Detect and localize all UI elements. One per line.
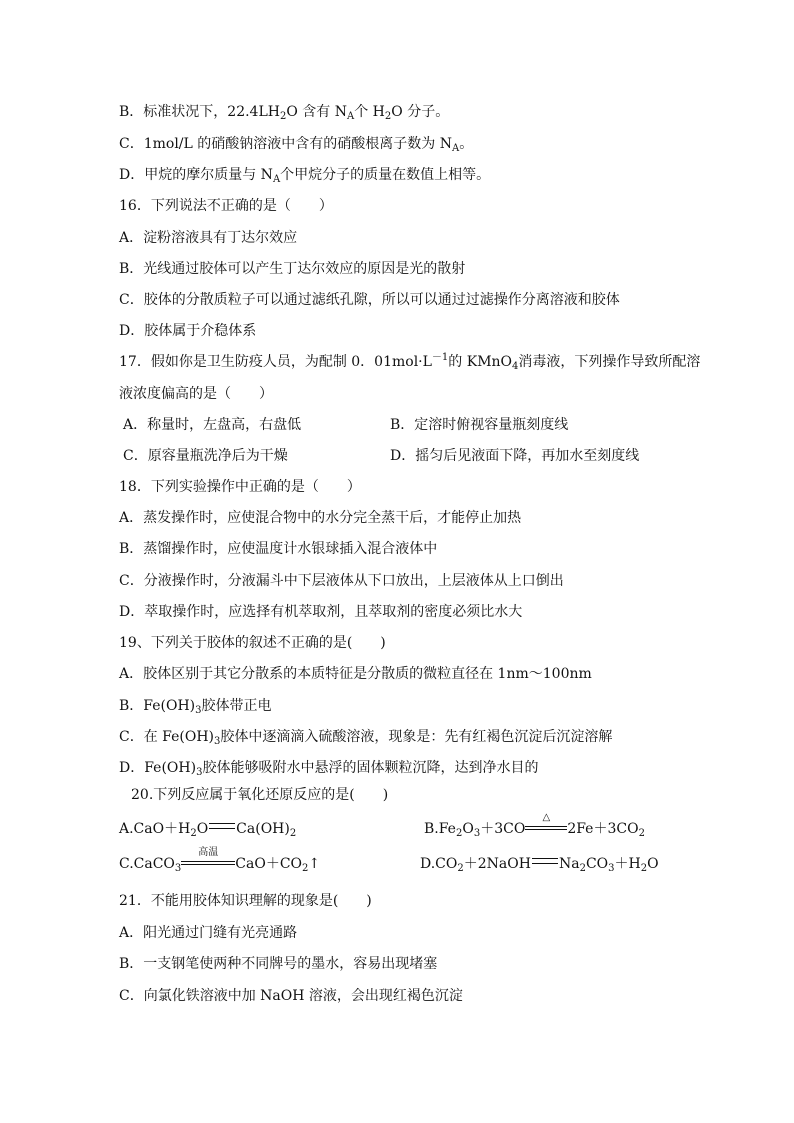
reaction-arrow-high-temp: 高温 bbox=[181, 856, 235, 870]
q18-option-c: C．分液操作时，分液漏斗中下层液体从下口放出，上层液体从上口倒出 bbox=[119, 573, 564, 589]
q16-option-a: A．淀粉溶液具有丁达尔效应 bbox=[119, 230, 298, 246]
equals-sign-icon bbox=[532, 858, 558, 864]
q16-option-b: B．光线通过胶体可以产生丁达尔效应的原因是光的散射 bbox=[119, 261, 466, 277]
q19-stem: 19、下列关于胶体的叙述不正确的是( ) bbox=[119, 635, 386, 651]
gas-up-arrow-icon: ↑ bbox=[308, 856, 321, 872]
equals-sign-icon bbox=[209, 823, 235, 829]
q17-option-a: A．称量时，左盘高，右盘低 bbox=[123, 417, 302, 433]
q21-option-b: B．一支钢笔使两种不同牌号的墨水，容易出现堵塞 bbox=[119, 956, 438, 972]
q15-option-d: D．甲烷的摩尔质量与 $N_A$个甲烷分子的质量在数值上相等。 bbox=[119, 167, 491, 185]
q18-option-d: D．萃取操作时，应选择有机萃取剂，且萃取剂的密度必须比水大 bbox=[119, 604, 523, 620]
q19-option-a: A．胶体区别于其它分散系的本质特征是分散质的微粒直径在 1nm～100nm bbox=[119, 666, 592, 682]
q19-option-c: C．在 $Fe(OH)_3$胶体中逐滴滴入硫酸溶液，现象是：先有红褐色沉淀后沉淀溶解 bbox=[119, 729, 613, 747]
q17-option-d: D．摇匀后见液面下降，再加水至刻度线 bbox=[390, 448, 640, 464]
q19-option-b: B．$Fe(OH)_3$胶体带正电 bbox=[119, 698, 272, 716]
q20-stem: 20.下列反应属于氧化还原反应的是( ) bbox=[131, 787, 389, 803]
q17-option-b: B．定溶时俯视容量瓶刻度线 bbox=[390, 417, 569, 433]
q16-option-d: D．胶体属于介稳体系 bbox=[119, 323, 257, 339]
q15-option-b: B．标准状况下，$22.4LH_2O$ 含有 $N_A$个 $H_2O$ 分子。 bbox=[119, 104, 450, 122]
reaction-arrow-heat: △ bbox=[525, 821, 567, 835]
q20-option-d: $D.CO_2+2NaOH$ $Na_2CO_3+H_2O$ bbox=[420, 856, 659, 874]
q19-option-d: D．$Fe(OH)_3$胶体能够吸附水中悬浮的固体颗粒沉降，达到净水目的 bbox=[119, 760, 539, 778]
q17-stem-line2: 液浓度偏高的是（ ） bbox=[119, 386, 273, 402]
q17-option-c: C．原容量瓶洗净后为干燥 bbox=[123, 448, 288, 464]
q16-option-c: C．胶体的分散质粒子可以通过滤纸孔隙，所以可以通过过滤操作分离溶液和胶体 bbox=[119, 292, 620, 308]
q16-stem: 16．下列说法不正确的是（ ） bbox=[119, 198, 333, 214]
q18-stem: 18．下列实验操作中正确的是（ ） bbox=[119, 479, 361, 495]
q20-option-c: C.CaCO$_3$ 高温 $CaO+CO_2↑$ bbox=[119, 847, 321, 874]
q20-option-b: $B.Fe_2O_3+3CO$ △ $2Fe+3CO_2$ bbox=[424, 812, 645, 839]
q17-stem-line1: 17．假如你是卫生防疫人员，为配制 0．$01mol\cdot L^{-1}$的 KMnO$_4$消毒液，下列操作导致所配溶 bbox=[119, 352, 701, 372]
q18-option-a: A．蒸发操作时，应使混合物中的水分完全蒸干后，才能停止加热 bbox=[119, 510, 522, 526]
q21-option-a: A．阳光通过门缝有光亮通路 bbox=[119, 925, 298, 941]
q20-option-a: $A.CaO+H_2O$ $Ca(OH)_2$ bbox=[119, 821, 297, 839]
q21-stem: 21．不能用胶体知识理解的现象是( ) bbox=[119, 893, 372, 909]
q18-option-b: B．蒸馏操作时，应使温度计水银球插入混合液体中 bbox=[119, 541, 438, 557]
q15-option-c: C．1mol/L 的硝酸钠溶液中含有的硝酸根离子数为 $N_A$。 bbox=[119, 136, 474, 154]
q21-option-c: C．向氯化铁溶液中加 NaOH 溶液，会出现红褐色沉淀 bbox=[119, 988, 463, 1004]
